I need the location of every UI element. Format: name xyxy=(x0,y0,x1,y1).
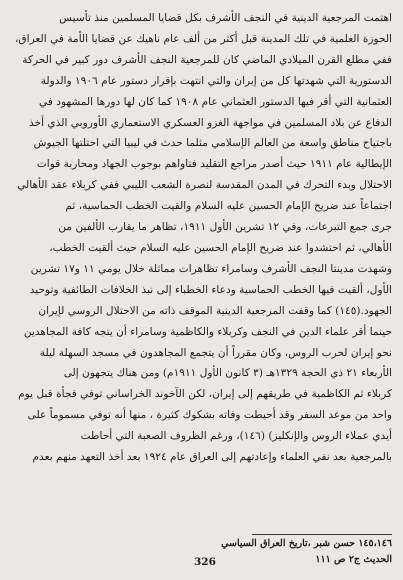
text-line: الأول، ألقيت فيها الخطب الحماسية ودعاء الخطباء إلى نبذ الخلافات الطائفية وتوحيد xyxy=(29,283,392,296)
footnote-divider xyxy=(252,534,392,535)
text-line: الجهود.(١٤٥) كما وقفت المرجعية الدينية الموقف ذاته من الاحتلال الروسي لإيران xyxy=(38,304,392,317)
text-line: نحو إيران لحرب الروس، وكان مقرراً أن يتجمع المجاهدون في مسجد السهلة ليلة xyxy=(39,346,392,359)
text-line: اهتمت المرجعية الدينية في النجف الأشرف بكل قضايا المسلمين منذ تأسيس xyxy=(59,12,392,24)
footnote-line: ١٤٥،١٤٦ حسن شبر ،تاريخ العراق السياسي xyxy=(221,538,392,549)
text-line: واحد من موعد السفر وقد أحيطت وفاته بشكوك كثيرة ، منها أنه توفي مسموماً على xyxy=(27,409,392,422)
text-line: أيدي عملاء الروس والإنكليز) (١٤٦)، ورغم الظروف الصعبة التي أحاطت xyxy=(80,430,392,443)
text-line: الاحتلال وبدء التحرك في المدن المقدسة لنصرة الشعب الليبي ففي كربلاء عقد الأهالي xyxy=(17,179,392,192)
text-line: الإيطالية عام ١٩١١ حيث أصدر مراجع التقليد فتاواهم بوجوب الجهاد ومحاربة قوات xyxy=(36,158,392,171)
page-number: 326 xyxy=(194,556,216,568)
text-line: وشهدت مدينتا النجف الأشرف وسامراء تظاهرات مماثلة خلال يومي ١١ و١٧ تشرين xyxy=(30,262,392,275)
body-text xyxy=(12,8,392,468)
text-line: اجتماعاً عند ضريح الإمام الحسين عليه السلام والقيت الخطب الحماسية، ثم xyxy=(65,200,392,213)
text-line: بالمرجعية بعد نفي العلماء وإعادتهم إلى العراق عام ١٩٢٤ بعد أخذ التعهد منهم بعدم xyxy=(32,451,392,464)
text-line: العثمانية التي أقر فيها الدستور العثماني عام ١٩٠٨ كما كان لها دورها المشهود في xyxy=(39,95,392,108)
text-line: كربلاء ثم الكاظمية في طريقهم إلى إيران، لكن الآخوند الخراساني توفي فجأة قبل يوم xyxy=(18,388,392,401)
text-line: الأهالي، ثم احتشدوا عند ضريح الإمام الحسين عليه السلام حيث ألقيت الخطب، xyxy=(49,241,392,254)
text-line: الدفاع عن بلاد المسلمين في مواجهة الغزو العسكري الاستعماري الأوروبي الذي أخذ xyxy=(29,116,392,129)
text-line: الأربعاء ٢١ ذي الحجة ١٣٢٩هـ (٣ كانون الأول ١٩١١م) ومن هناك يتجهون إلى xyxy=(63,367,392,380)
text-line: باجتياح مناطق واسعة من العالم الإسلامي مثلما حدث في ليبيا التي احتلتها الجيوش xyxy=(33,137,392,150)
text-line: حينما أقر علماء الدين في النجف وكربلاء والكاظمية وسامراء أن يتجه كافة المجاهدين xyxy=(23,325,392,338)
text-line: الدستورية التي شهدتها كل من إيران والتي انتهت بإقرار دستور عام ١٩٠٦ والدولة xyxy=(40,74,392,87)
text-line: الحوزة العلمية في تلك المدينة قبل أكثر من ألف عام ناهيك عن قضايا الأمة في العراق، xyxy=(15,32,392,45)
footnotes xyxy=(190,536,392,568)
footnote-line: الحديث ج٢ ص ١١١ xyxy=(315,554,392,565)
text-line: جرى جمع التبرعات، وفي ١٢ تشرين الأول ١٩١١، تظاهر ما يقارب الألفين من xyxy=(58,221,392,234)
text-line: ففي مطلع القرن الميلادي الماضي كان للمرجعية النجف الأشرف دور كبير في الحركة xyxy=(22,53,392,66)
